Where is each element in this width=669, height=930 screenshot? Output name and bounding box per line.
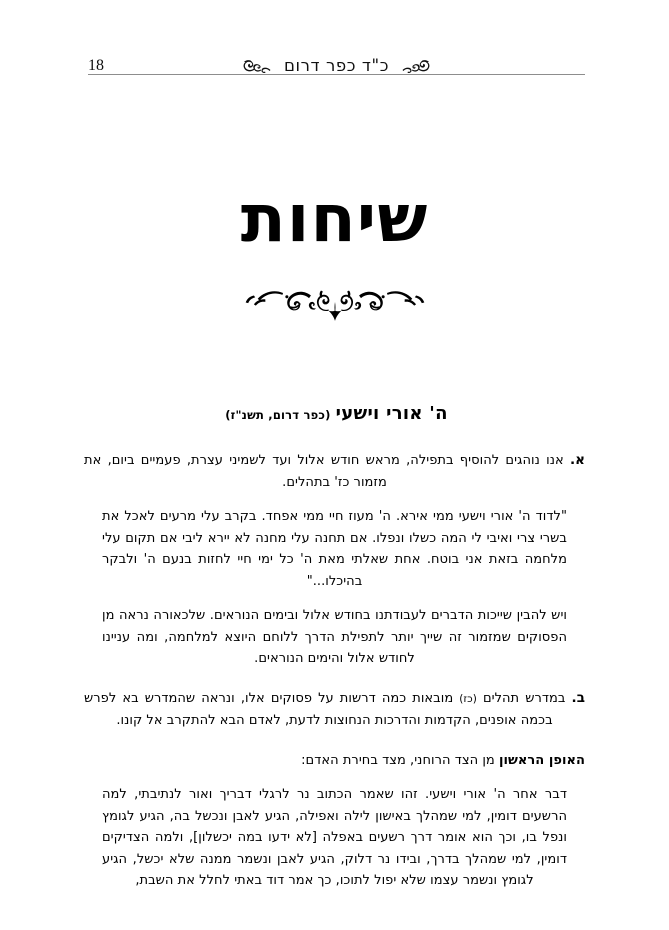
spacer — [84, 677, 585, 688]
flourish-ornament-right — [398, 58, 432, 73]
paragraph-after-quote: ויש להבין שייכות הדברים לעבודתנו בחודש אלול ובימים הנוראים. שלכאורה נראה מן הפסוקים שמזמור זה שייך יותר לתפילת הדרך ללוחם היוצא למלחמה, ומה עניינו לחודש אלול והימים הנוראים. — [102, 608, 567, 666]
floral-divider-ornament — [0, 284, 669, 321]
running-head-title: כ"ד כפר דרום — [283, 55, 390, 75]
paragraph-alef-text: אנו נוהגים להוסיף בתפילה, מראש חודש אלול ועד לשמיני עצרת, פעמיים ביום, את מזמור כז' בתהלים. — [84, 453, 570, 490]
running-head-row — [88, 48, 585, 74]
paragraph-midrash-citation: דבר אחר ה' אורי וישעי. זהו שאמר הכתוב נר לרגלי דבריך ואור לנתיבתי, למה הרשעים דומין, למי שמהלך באישון לילה ואפילה, הגיע לאבן ונכשל בה, הגיע לגומץ ונפל בו, וכך הוא אומר דרך רשעים באפלה [לא ידעו במה יכשלון], ולמה הצדיקים דומין, למי שמהלך בדרך, ובידו נר דלוק, הגיע לאבן ונשמר ממנה שלא יכשל, הגיע לגומץ ונשמר עצמו שלא יפול לתוכו, כך אמר דוד באתי לחלל את השבת, — [102, 787, 567, 888]
paragraph-alef — [84, 450, 585, 493]
paragraph-marker-bet: ב. — [571, 689, 586, 706]
paragraph-bet-text-part2: מובאות כמה דרשות על פסוקים אלו, ונראה שהמדרש בא לפרש בכמה אופנים, הקדמות והדרכות הנחוצות לדעת, לאדם הבא להתקרב אל קונו. — [84, 690, 553, 728]
paragraph-bet — [84, 688, 585, 732]
spacer — [84, 739, 585, 750]
quote-paragraph-psalm: "לדוד ה' אורי וישעי ממי אירא. ה' מעוז חיי ממי אפחד. בקרב עלי מרעים לאכל את בשרי צרי ואיבי לי המה כשלו ונפלו. אם תחנה עלי מחנה לא יירא ליבי אם תקום עלי מלחמה בזאת אני בוטח. אחת שאלתי מאת ה' כל ימי חיי לחזות בנעם ה' ולבקר בהיכלו..." — [102, 509, 567, 589]
paragraph-marker-alef: א. — [569, 452, 585, 468]
header-rule — [88, 74, 585, 75]
first-aspect-rest: מן הצד הרוחני, מצד בחירת האדם: — [301, 752, 499, 768]
page-number: 18 — [88, 57, 104, 74]
running-head — [88, 48, 585, 74]
source-reference-kaf-zayin: (כז) — [459, 692, 477, 705]
running-head-center — [241, 55, 432, 75]
paragraph-bet-text-part1: במדרש תהלים — [476, 690, 572, 706]
section-heading-main: ה' אורי וישעי — [335, 403, 448, 424]
flourish-ornament-left — [241, 58, 275, 73]
page-title: שיחות — [240, 180, 429, 257]
section-heading — [88, 403, 585, 424]
paragraph-first-aspect — [84, 750, 585, 772]
body-text-column — [84, 450, 585, 899]
first-aspect-label: האופן הראשון — [498, 752, 585, 768]
section-heading-subtitle: (כפר דרום, תשנ"ז) — [225, 408, 331, 422]
